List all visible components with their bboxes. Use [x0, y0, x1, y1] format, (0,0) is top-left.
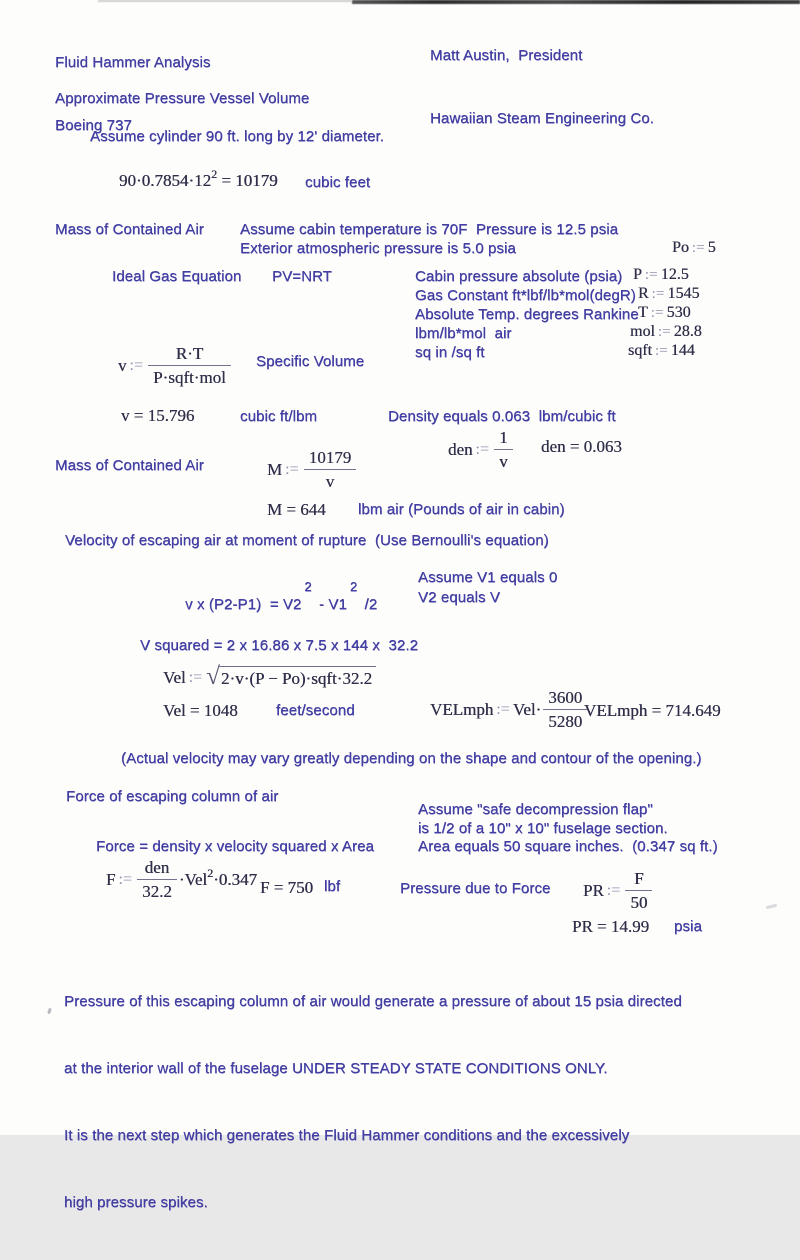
value: 144: [670, 342, 695, 359]
assign-operator: :=: [650, 304, 664, 321]
document-subtitle: Boeing 737: [55, 117, 132, 134]
fraction-bar: [543, 709, 587, 710]
fraction-bar: [148, 365, 231, 366]
author-block: [430, 3, 654, 171]
value: 1545: [667, 285, 700, 302]
multiplier: Vel·: [512, 699, 542, 719]
v1-assumption: Assume V1 equals 0: [418, 569, 558, 586]
definition-T: [638, 304, 691, 322]
value: 28.8: [673, 323, 702, 340]
definition-R: [638, 285, 699, 303]
specific-volume-equation: [118, 344, 233, 387]
assign-operator: :=: [285, 460, 299, 478]
force-formula-text: Force = density x velocity squared x Area: [96, 838, 374, 855]
numerator: 1: [499, 428, 508, 447]
closing-line-4: high pressure spikes.: [64, 1194, 208, 1212]
denominator: 32.2: [142, 882, 172, 902]
pr-result: PR = 14.99: [572, 917, 650, 936]
volume-equation: 90·0.7854·12 2 = 10179: [119, 167, 278, 190]
bernoulli-part2: - V1: [314, 596, 347, 613]
vel-unit: feet/second: [276, 702, 355, 719]
section-heading-mass-2: Mass of Contained Air: [55, 457, 204, 474]
density-result: den = 0.063: [541, 437, 622, 456]
numerator: den: [144, 858, 170, 877]
flap-assumption-3: Area equals 50 square inches. (0.347 sq ft.): [418, 838, 718, 855]
symbol: R: [638, 285, 649, 302]
area-term: ·0.347: [213, 869, 258, 889]
denominator: v: [499, 452, 508, 472]
numerator: F: [634, 869, 644, 888]
symbol: VELmph: [430, 699, 494, 719]
value: 12.5: [660, 266, 689, 283]
assign-operator: :=: [651, 285, 665, 302]
denominator: 50: [630, 893, 648, 913]
constant-label-T: Absolute Temp. degrees Rankine: [415, 306, 639, 323]
velocity-term: ·Vel: [178, 869, 208, 889]
closing-line-2: at the interior wall of the fuselage UNDER STEADY STATE CONDITIONS ONLY.: [64, 1060, 608, 1078]
ideal-gas-formula: PV=NRT: [272, 268, 332, 285]
closing-line-1: Pressure of this escaping column of air would generate a pressure of about 15 psia directed: [64, 992, 682, 1010]
fraction: [137, 858, 177, 901]
vel-equation: [163, 663, 376, 690]
ideal-gas-label: Ideal Gas Equation: [112, 268, 242, 285]
section-heading-velocity: Velocity of escaping air at moment of rupture (Use Bernoulli's equation): [65, 532, 549, 549]
mass-unit: lbm air (Pounds of air in cabin): [358, 501, 565, 518]
fraction: [304, 448, 357, 491]
symbol: mol: [630, 323, 655, 340]
numerator: 10179: [308, 448, 352, 467]
symbol: sqft: [628, 342, 652, 359]
cylinder-assumption: Assume cylinder 90 ft. long by 12' diameter.: [90, 128, 385, 145]
symbol: T: [638, 304, 648, 321]
numerator: R·T: [175, 344, 204, 363]
v-squared-line: V squared = 2 x 16.86 x 7.5 x 144 x 32.2: [140, 637, 419, 654]
denominator: v: [325, 472, 335, 492]
pressure-due-to-force-label: Pressure due to Force: [400, 880, 551, 897]
assign-operator: :=: [644, 266, 658, 283]
density-equation: [448, 428, 515, 471]
fraction: [543, 688, 587, 731]
specific-volume-label: Specific Volume: [256, 353, 365, 370]
document-title: Fluid Hammer Analysis: [55, 54, 211, 71]
pr-unit: psia: [674, 918, 702, 935]
constant-label-sqft: sq in /sq ft: [415, 344, 485, 361]
assign-operator: :=: [129, 356, 144, 374]
assign-operator: :=: [691, 239, 705, 256]
symbol: den: [448, 439, 473, 459]
author-company: Hawaiian Steam Engineering Co.: [430, 110, 654, 127]
scan-edge-artifact-faint: [98, 0, 352, 2]
fraction: [625, 869, 652, 912]
numerator: 3600: [548, 688, 583, 707]
v-unit: cubic ft/lbm: [240, 408, 318, 425]
scan-speck: [47, 1008, 52, 1015]
assign-operator: :=: [118, 870, 133, 888]
author-name: Matt Austin, President: [430, 47, 583, 64]
fraction-bar: [625, 890, 652, 891]
fraction: [148, 344, 231, 387]
fraction-bar: [494, 449, 513, 450]
fraction: [494, 428, 513, 471]
force-unit: lbf: [324, 878, 341, 895]
bernoulli-part3: /2: [360, 596, 378, 613]
bernoulli-part1: v x (P2-P1) = V2: [185, 596, 302, 613]
pr-equation: [583, 869, 654, 912]
radicand: 2·v·(P − Po)·sqft·32.2: [218, 666, 376, 689]
value: 530: [666, 304, 691, 321]
section-heading-force: Force of escaping column of air: [66, 788, 279, 805]
vel-result: Vel = 1048: [163, 701, 238, 720]
v-result: v = 15.796: [121, 406, 195, 425]
symbol: PR: [583, 880, 604, 900]
closing-paragraph: [64, 946, 682, 1260]
square-root: [206, 663, 376, 690]
constant-label-mol: lbm/lb*mol air: [415, 325, 512, 342]
symbol: Vel: [163, 667, 186, 687]
mass-equation: [267, 448, 358, 491]
assign-operator: :=: [606, 881, 621, 899]
symbol: v: [118, 355, 127, 375]
force-equation: F := $\frac{\text{den}}{32.2}$ ·Vel 2 ·0.347: [106, 858, 258, 902]
symbol: Po: [672, 239, 689, 256]
symbol: F: [106, 869, 116, 889]
closing-line-3: It is the next step which generates the Fluid Hammer conditions and the excessively: [64, 1127, 630, 1145]
symbol: P: [633, 266, 642, 283]
volume-unit: cubic feet: [305, 174, 371, 191]
force-result: F = 750: [260, 878, 314, 897]
denominator: 5280: [548, 712, 583, 732]
mass-result: M = 644: [267, 500, 326, 519]
velmph-result: VELmph = 714.649: [584, 701, 721, 720]
density-note: Density equals 0.063 lbm/cubic ft: [388, 408, 616, 425]
symbol: M: [267, 459, 283, 479]
section-heading-mass: Mass of Contained Air: [55, 221, 204, 238]
velocity-note: (Actual velocity may vary greatly depending on the shape and contour of the opening.): [121, 750, 702, 767]
bernoulli-equation: v x (P2-P1) = V22 - V12 /2: [185, 579, 378, 613]
constant-label-R: Gas Constant ft*lbf/lb*mol(degR): [415, 287, 636, 304]
velmph-equation: [430, 688, 589, 731]
scan-speck: [766, 904, 777, 910]
radical-icon: √: [206, 663, 220, 690]
constant-label-P: Cabin pressure absolute (psia): [415, 268, 623, 285]
definition-P: [633, 266, 689, 284]
flap-assumption-2: is 1/2 of a 10" x 10" fuselage section.: [418, 820, 668, 837]
definition-mol: [630, 323, 702, 341]
fraction-bar: [304, 469, 357, 470]
assign-operator: :=: [188, 668, 203, 686]
flap-assumption-1: Assume "safe decompression flap": [418, 801, 653, 818]
assign-operator: :=: [657, 323, 671, 340]
definition-Po: [672, 239, 716, 257]
assign-operator: :=: [475, 440, 490, 458]
fraction-bar: [137, 879, 177, 880]
denominator: P·sqft·mol: [153, 368, 226, 388]
assign-operator: :=: [655, 342, 668, 359]
definition-sqft: [628, 342, 695, 360]
assign-operator: :=: [496, 700, 510, 718]
equation-result: = 10179: [217, 171, 278, 190]
cabin-assumption-1: Assume cabin temperature is 70F Pressure is 12.5 psia: [240, 221, 619, 238]
value: 5: [707, 239, 716, 256]
section-heading-volume: Approximate Pressure Vessel Volume: [55, 90, 310, 107]
v2-assumption: V2 equals V: [418, 589, 500, 606]
cabin-assumption-2: Exterior atmospheric pressure is 5.0 psia: [240, 240, 516, 257]
equation-base: 90·0.7854·12: [119, 171, 212, 190]
